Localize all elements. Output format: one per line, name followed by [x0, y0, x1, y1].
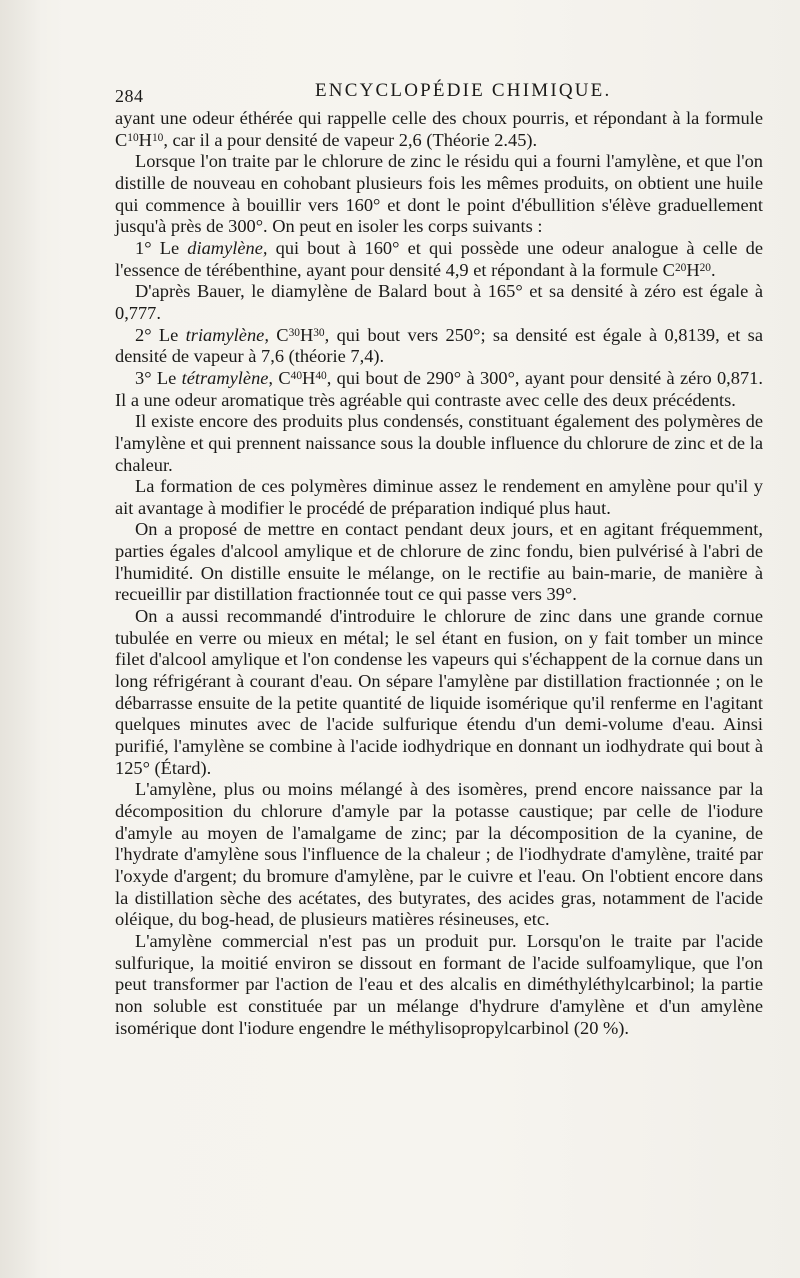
text-run: On a proposé de mettre en contact pendant deux jours, et en agitant fréquemment, parties égales d'alcool amylique et de chlorure de zinc fondu, bien pulvérisé à l'abri de l'humidité. On distille ensuite le mélange, on le rectifie au bain-marie, de manière à recueillir par distillation fractionnée tout ce qui passe vers 39°.: [115, 519, 763, 605]
superscript: 30: [313, 326, 325, 339]
text-run: On a aussi recommandé d'introduire le chlorure de zinc dans une grande cornue tubulée en verre ou mieux en métal; le sel étant en fusion, on y fait tomber un mince filet d'alcool amylique et l'on condense les vapeurs qui s'échappent de la cornue dans un long réfrigérant à courant d'eau. On sépare l'amylène par distillation fractionnée ; on le débarrasse ensuite de la petite quantité de liquide isomérique qu'il renferme en l'agitant quelques minutes avec de l'acide sulfurique étendu d'un demi-volume d'eau. Ainsi purifié, l'amylène se combine à l'acide iodhydrique en donnant un iodhydrate qui bout à 125° (Étard).: [115, 606, 763, 778]
text-run: , car il a pour densité de vapeur 2,6 (Théorie 2.45).: [163, 129, 538, 150]
paragraph: [115, 238, 763, 281]
text-run: ayant une odeur éthérée qui rappelle celle des choux pourris, et répondant à la formule C: [115, 108, 763, 150]
text-run: H: [299, 324, 314, 345]
running-title: ENCYCLOPÉDIE CHIMIQUE.: [315, 80, 612, 101]
page-binding-shadow: [0, 0, 40, 1278]
paragraph: [115, 931, 763, 1039]
text-run: L'amylène commercial n'est pas un produit pur. Lorsqu'on le traite par l'acide sulfurique, la moitié environ se dissout en formant de l'acide sulfoamylique, que l'on peut transformer par l'action de l'eau et des alcalis en diméthyléthylcarbinol; la partie non soluble est constituée par un mélange d'hydrure d'amylène et d'un amylène isomérique dont l'iodure engendre le méthylisopropylcarbinol (20 %).: [115, 930, 763, 1038]
paragraph: [115, 281, 763, 324]
paragraph: [115, 606, 763, 779]
superscript: 30: [288, 326, 300, 339]
superscript: 20: [674, 261, 687, 274]
text-run: C: [268, 324, 289, 345]
text-run: , qui bout de 290° à 300°, ayant pour densité à zéro 0,871. Il a une odeur aromatique très agréable qui contraste avec celle des deux précédents.: [115, 367, 763, 410]
text-run: H: [138, 129, 152, 150]
paragraph: [115, 519, 763, 606]
paragraph: [115, 476, 763, 519]
italic-term: diamylène,: [187, 237, 268, 258]
superscript: 40: [315, 369, 327, 382]
paragraph: [115, 368, 763, 411]
text-run: , qui bout vers 250°; sa densité est égale à 0,8139, et sa densité de vapeur à 7,6 (théorie 7,4).: [115, 324, 763, 367]
paragraph: [115, 151, 763, 238]
text-run: H: [302, 367, 316, 388]
text-run: 3° Le: [135, 367, 182, 388]
text-run: Lorsque l'on traite par le chlorure de zinc le résidu qui a fourni l'amylène, et que l'on distille de nouveau en cohobant plusieurs fois les mêmes produits, on obtient une huile qui commence à bouillir vers 160° et dont le point d'ébullition s'élève graduellement jusqu'à près de 300°. On peut en isoler les corps suivants :: [115, 151, 763, 237]
paragraph: [115, 411, 763, 476]
text-run: qui bout à 160° et qui possède une odeur analogue à celle de l'essence de térébenthine, ayant pour densité 4,9 et répondant à la formule C: [115, 237, 763, 280]
superscript: 10: [127, 131, 139, 144]
paragraph: [115, 108, 763, 151]
superscript: 10: [151, 131, 164, 144]
text-run: L'amylène, plus ou moins mélangé à des isomères, prend encore naissance par la décomposition du chlorure d'amyle par la potasse caustique; par celle de l'iodure d'amyle au moyen de l'amalgame de zinc; par la décomposition de la cyanine, de l'hydrate d'amylène sous l'influence de la chaleur ; de l'iodhydrate d'amylène, traité par l'oxyde d'argent; du bromure d'amylène, par le cuivre et l'eau. On l'obtient encore dans la distillation sèche des acétates, des butyrates, des acides gras, notamment de l'acide oléique, du bog-head, de plusieurs matières résineuses, etc.: [115, 779, 763, 930]
paragraph: [115, 779, 763, 931]
text-run: Il existe encore des produits plus condensés, constituant également des polymères de l'amylène et qui prennent naissance sous la double influence du chlorure de zinc et de la chaleur.: [115, 411, 763, 475]
italic-term: triamylène,: [185, 324, 269, 345]
page-header: [115, 80, 748, 106]
text-run: 1° Le: [135, 237, 188, 258]
superscript: 20: [699, 261, 711, 274]
text-run: 2° Le: [135, 324, 186, 345]
text-run: D'après Bauer, le diamylène de Balard bout à 165° et sa densité à zéro est égale à 0,777.: [115, 281, 763, 323]
paragraph: [115, 325, 763, 368]
text-run: H: [686, 259, 700, 280]
text-run: La formation de ces polymères diminue assez le rendement en amylène pour qu'il y ait avantage à modifier le procédé de préparation indiqué plus haut.: [115, 476, 763, 518]
text-run: .: [711, 259, 716, 280]
superscript: 40: [290, 369, 303, 382]
page-number: 284: [115, 86, 144, 106]
text-run: C: [273, 367, 291, 388]
body-text: [115, 108, 763, 1039]
italic-term: tétramylène,: [181, 367, 274, 388]
